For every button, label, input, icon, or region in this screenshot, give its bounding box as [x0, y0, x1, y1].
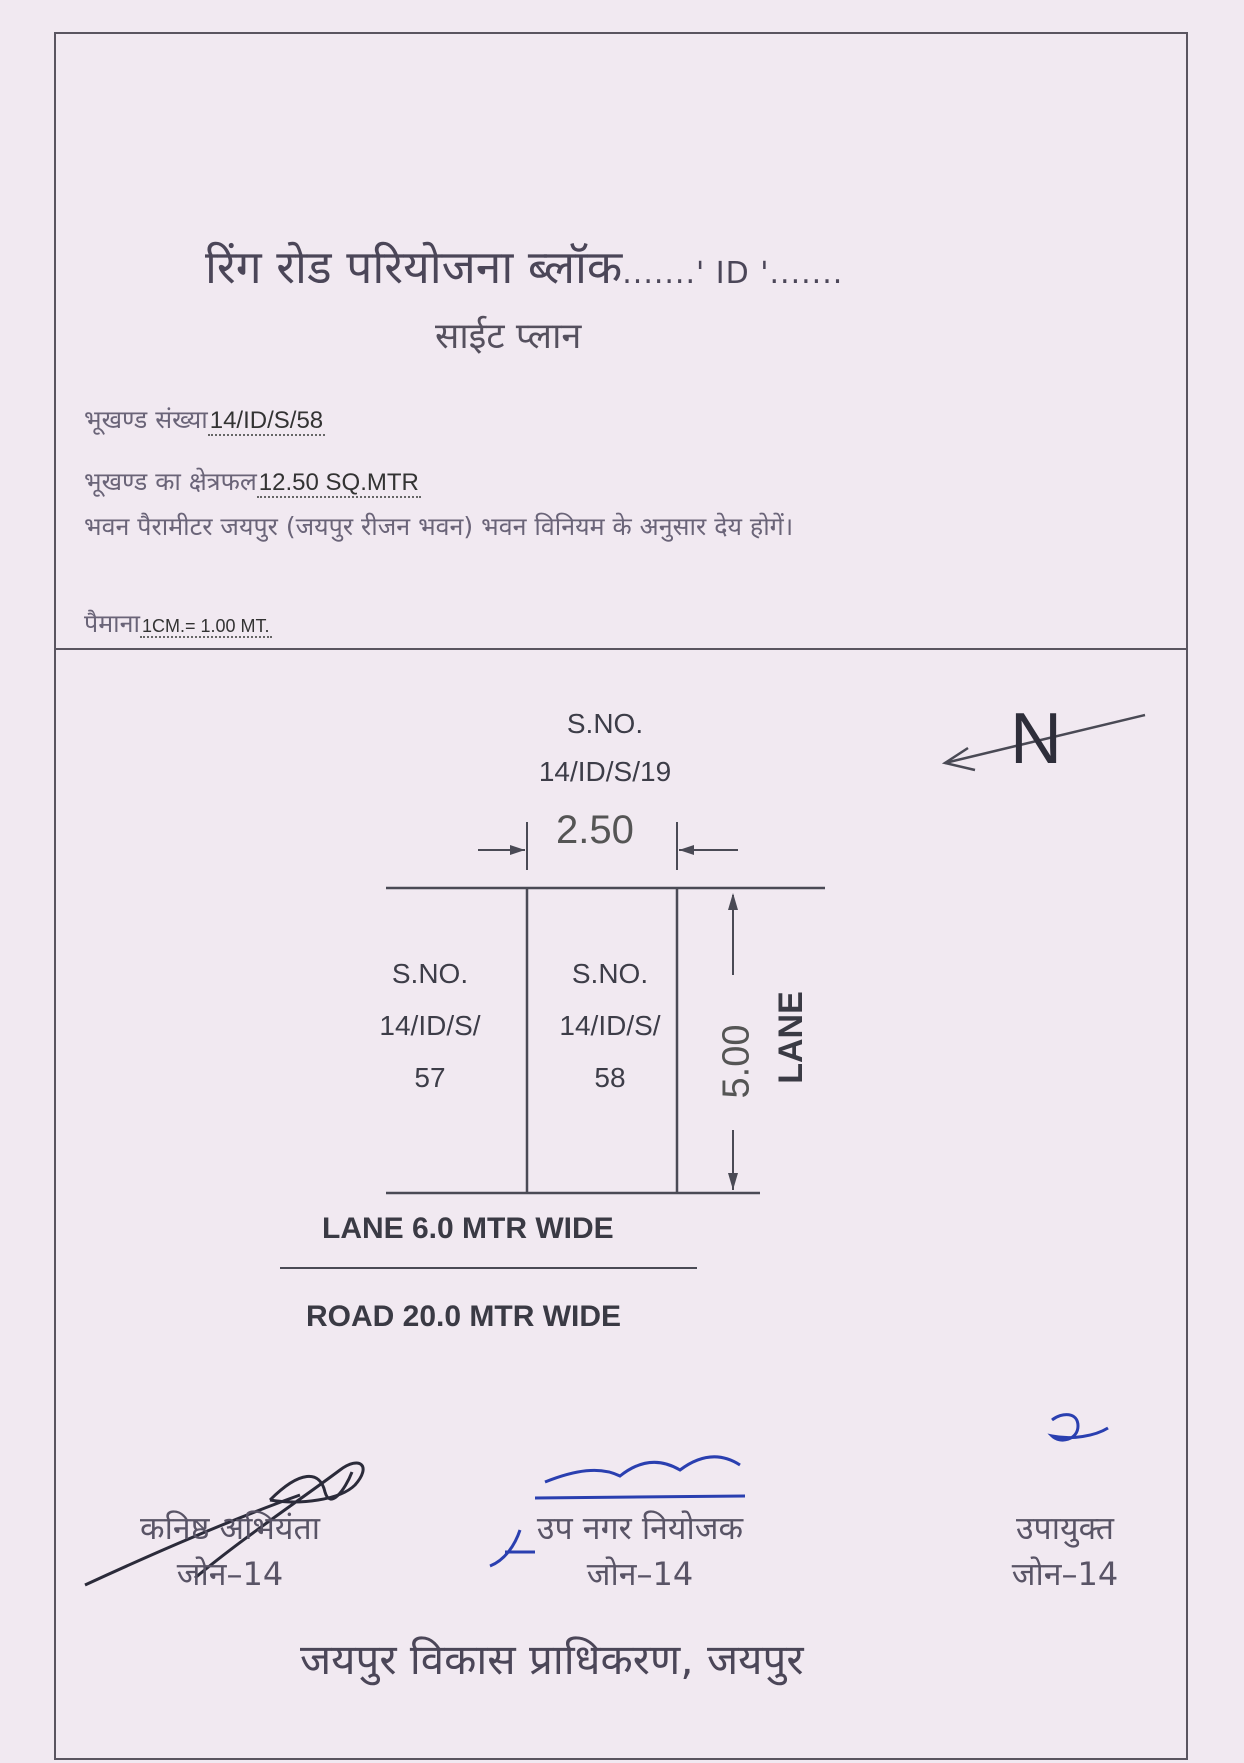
junior-engineer-block [90, 1505, 370, 1597]
width-dimension: 2.50 [556, 808, 634, 852]
block-id: .......' ID '....... [622, 256, 844, 291]
width-arrowhead-right [679, 845, 694, 855]
height-dimension: 5.00 [715, 1024, 758, 1099]
title-text: रिंग रोड परियोजना ब्लॉक [205, 240, 623, 294]
plot-area-value: 12.50 SQ.MTR [258, 469, 419, 496]
plot-57-label [360, 948, 500, 1104]
document-subtitle: साईट प्लान [435, 316, 582, 357]
north-plot-sno: S.NO. [566, 708, 644, 739]
signature-right-icon [1052, 1415, 1108, 1440]
deputy-commissioner-title: उपायुक्त [1016, 1509, 1114, 1547]
north-plot-label [465, 700, 745, 796]
deputy-town-planner-title: उप नगर नियोजक [536, 1509, 744, 1547]
width-arrowhead-left [510, 845, 525, 855]
deputy-town-planner-block [490, 1505, 790, 1597]
building-note: भवन पैरामीटर जयपुर (जयपुर रीजन भवन) भवन विनियम के अनुसार देय होगें। [84, 512, 794, 541]
junior-engineer-zone: जोन–14 [176, 1555, 284, 1593]
plot-57-sno: S.NO. [391, 958, 469, 989]
plot-58-suffix: 58 [594, 1062, 626, 1093]
deputy-town-planner-zone: जोन–14 [586, 1555, 694, 1593]
height-arrowhead-bottom [728, 1173, 738, 1190]
plot-57-suffix: 57 [414, 1062, 446, 1093]
plot-58-number: 14/ID/S/ [559, 1010, 661, 1041]
deputy-commissioner-zone: जोन–14 [1011, 1555, 1119, 1593]
authority-footer: जयपुर विकास प्राधिकरण, जयपुर [300, 1635, 804, 1684]
plot-number-value: 14/ID/S/58 [209, 407, 324, 434]
side-lane-label: LANE [771, 991, 810, 1084]
junior-engineer-title: कनिष्ठ अभियंता [140, 1509, 320, 1547]
front-road-label: ROAD 20.0 MTR WIDE [306, 1300, 622, 1333]
plot-58-label [540, 948, 680, 1104]
plot-number-label: भूखण्ड संख्या [84, 405, 208, 434]
north-plot-number: 14/ID/S/19 [538, 756, 672, 787]
north-label: N [1010, 699, 1062, 779]
front-lane-label: LANE 6.0 MTR WIDE [322, 1212, 614, 1245]
plot-58-sno: S.NO. [571, 958, 649, 989]
plot-area-label: भूखण्ड का क्षेत्रफल [84, 467, 257, 496]
deputy-commissioner-block [975, 1505, 1155, 1597]
height-arrowhead-top [728, 893, 738, 910]
plot-57-number: 14/ID/S/ [379, 1010, 481, 1041]
scale-label: पैमाना [84, 609, 140, 638]
scale-value: 1CM.= 1.00 MT. [141, 616, 270, 636]
